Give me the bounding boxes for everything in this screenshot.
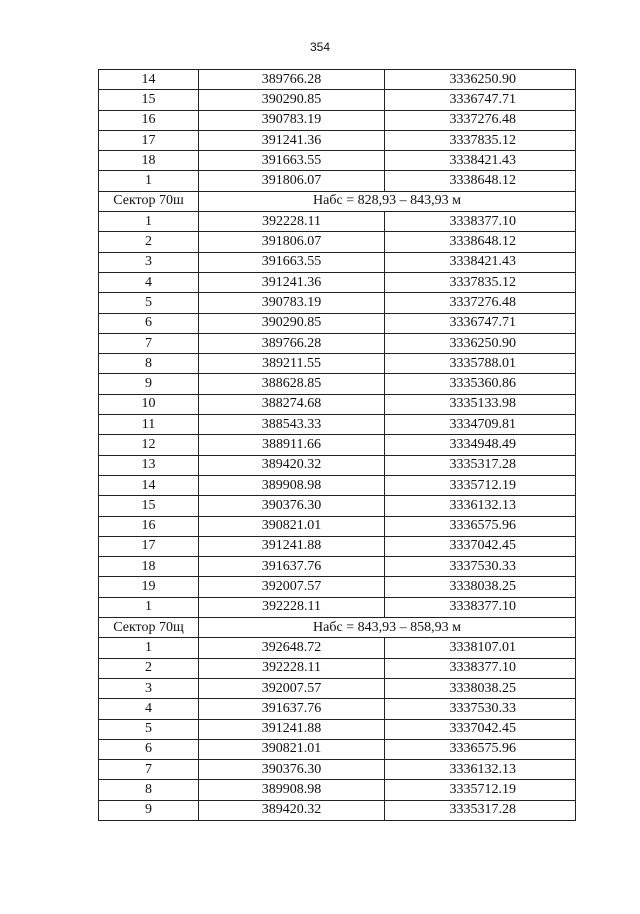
coordinate-y: 3336575.96	[385, 516, 576, 536]
table-row	[99, 739, 576, 759]
coordinate-x: 391241.88	[199, 719, 385, 739]
coordinates-table	[98, 69, 576, 821]
sector-header-row	[99, 618, 576, 638]
coordinate-y: 3336132.13	[385, 760, 576, 780]
coordinate-x: 391241.88	[199, 536, 385, 556]
table-row	[99, 780, 576, 800]
point-number: 2	[99, 658, 199, 678]
point-number: 18	[99, 151, 199, 171]
coordinate-x: 389420.32	[199, 455, 385, 475]
coordinate-x: 390290.85	[199, 313, 385, 333]
coordinate-y: 3337835.12	[385, 272, 576, 292]
coordinate-x: 388911.66	[199, 435, 385, 455]
table-row	[99, 293, 576, 313]
point-number: 2	[99, 232, 199, 252]
coordinate-y: 3335360.86	[385, 374, 576, 394]
coordinate-y: 3338038.25	[385, 577, 576, 597]
coordinate-y: 3335317.28	[385, 800, 576, 820]
coordinate-x: 388274.68	[199, 394, 385, 414]
point-number: 17	[99, 130, 199, 150]
coordinate-x: 392228.11	[199, 658, 385, 678]
table-row	[99, 800, 576, 820]
point-number: 3	[99, 678, 199, 698]
coordinate-x: 389420.32	[199, 800, 385, 820]
coordinate-y: 3335133.98	[385, 394, 576, 414]
point-number: 4	[99, 699, 199, 719]
coordinate-y: 3338377.10	[385, 597, 576, 617]
coordinate-y: 3337835.12	[385, 130, 576, 150]
coordinate-y: 3337530.33	[385, 699, 576, 719]
coordinate-x: 391806.07	[199, 232, 385, 252]
table-row	[99, 374, 576, 394]
coordinate-x: 390290.85	[199, 90, 385, 110]
sector-name: Сектор 70ш	[99, 191, 199, 211]
point-number: 3	[99, 252, 199, 272]
coordinate-y: 3337042.45	[385, 536, 576, 556]
table-row	[99, 313, 576, 333]
sector-height-range: Набс = 828,93 – 843,93 м	[199, 191, 576, 211]
coordinate-y: 3336132.13	[385, 496, 576, 516]
coordinate-x: 391806.07	[199, 171, 385, 191]
point-number: 16	[99, 516, 199, 536]
coordinate-x: 390783.19	[199, 110, 385, 130]
table-row	[99, 597, 576, 617]
table-row	[99, 252, 576, 272]
coordinate-y: 3337530.33	[385, 557, 576, 577]
coordinate-x: 390376.30	[199, 760, 385, 780]
coordinate-y: 3337276.48	[385, 293, 576, 313]
coordinate-x: 389211.55	[199, 354, 385, 374]
coordinate-x: 389766.28	[199, 70, 385, 90]
coordinate-x: 389766.28	[199, 333, 385, 353]
coordinate-x: 392007.57	[199, 577, 385, 597]
coordinate-x: 391637.76	[199, 557, 385, 577]
coordinate-x: 390783.19	[199, 293, 385, 313]
point-number: 10	[99, 394, 199, 414]
coordinate-y: 3336250.90	[385, 333, 576, 353]
coordinate-x: 389908.98	[199, 780, 385, 800]
coordinate-x: 390821.01	[199, 739, 385, 759]
coordinate-y: 3336747.71	[385, 90, 576, 110]
point-number: 8	[99, 354, 199, 374]
table-row	[99, 212, 576, 232]
table-row	[99, 272, 576, 292]
table-row	[99, 232, 576, 252]
table-row	[99, 638, 576, 658]
coordinate-y: 3338038.25	[385, 678, 576, 698]
point-number: 12	[99, 435, 199, 455]
coordinate-x: 390821.01	[199, 516, 385, 536]
coordinate-x: 391637.76	[199, 699, 385, 719]
coordinate-y: 3338648.12	[385, 171, 576, 191]
table-row	[99, 130, 576, 150]
coordinate-x: 392007.57	[199, 678, 385, 698]
coordinate-y: 3338107.01	[385, 638, 576, 658]
sector-name: Сектор 70щ	[99, 618, 199, 638]
table-row	[99, 536, 576, 556]
table-row	[99, 475, 576, 495]
table-row	[99, 171, 576, 191]
coordinate-y: 3338648.12	[385, 232, 576, 252]
point-number: 14	[99, 70, 199, 90]
point-number: 7	[99, 333, 199, 353]
point-number: 19	[99, 577, 199, 597]
table-row	[99, 455, 576, 475]
point-number: 9	[99, 374, 199, 394]
point-number: 9	[99, 800, 199, 820]
point-number: 18	[99, 557, 199, 577]
table-row	[99, 719, 576, 739]
coordinate-x: 391241.36	[199, 130, 385, 150]
page-number: 354	[309, 40, 331, 54]
sector-height-range: Набс = 843,93 – 858,93 м	[199, 618, 576, 638]
point-number: 17	[99, 536, 199, 556]
table-row	[99, 516, 576, 536]
coordinate-y: 3334709.81	[385, 415, 576, 435]
coordinate-y: 3335788.01	[385, 354, 576, 374]
coordinate-y: 3337276.48	[385, 110, 576, 130]
table-row	[99, 496, 576, 516]
table-row	[99, 435, 576, 455]
coordinate-x: 389908.98	[199, 475, 385, 495]
point-number: 7	[99, 760, 199, 780]
point-number: 1	[99, 597, 199, 617]
point-number: 5	[99, 293, 199, 313]
point-number: 1	[99, 212, 199, 232]
coordinate-y: 3337042.45	[385, 719, 576, 739]
sector-header-row	[99, 191, 576, 211]
point-number: 6	[99, 313, 199, 333]
table-row	[99, 760, 576, 780]
coordinate-x: 392228.11	[199, 597, 385, 617]
coordinate-y: 3336575.96	[385, 739, 576, 759]
coordinate-x: 392648.72	[199, 638, 385, 658]
coordinate-y: 3336250.90	[385, 70, 576, 90]
table-row	[99, 151, 576, 171]
point-number: 6	[99, 739, 199, 759]
table-row	[99, 354, 576, 374]
point-number: 13	[99, 455, 199, 475]
coordinate-x: 388628.85	[199, 374, 385, 394]
coordinates-table-body	[99, 70, 576, 821]
point-number: 8	[99, 780, 199, 800]
coordinate-y: 3338421.43	[385, 151, 576, 171]
table-row	[99, 678, 576, 698]
table-row	[99, 699, 576, 719]
table-row	[99, 415, 576, 435]
table-row	[99, 557, 576, 577]
coordinate-y: 3336747.71	[385, 313, 576, 333]
point-number: 1	[99, 638, 199, 658]
table-row	[99, 110, 576, 130]
coordinate-y: 3338421.43	[385, 252, 576, 272]
coordinate-x: 391663.55	[199, 151, 385, 171]
coordinate-y: 3335317.28	[385, 455, 576, 475]
point-number: 14	[99, 475, 199, 495]
coordinate-y: 3338377.10	[385, 658, 576, 678]
table-row	[99, 90, 576, 110]
table-row	[99, 577, 576, 597]
table-row	[99, 394, 576, 414]
coordinate-y: 3334948.49	[385, 435, 576, 455]
table-row	[99, 70, 576, 90]
coordinate-y: 3335712.19	[385, 780, 576, 800]
point-number: 11	[99, 415, 199, 435]
point-number: 15	[99, 496, 199, 516]
coordinate-x: 390376.30	[199, 496, 385, 516]
table-row	[99, 658, 576, 678]
coordinate-x: 392228.11	[199, 212, 385, 232]
point-number: 1	[99, 171, 199, 191]
point-number: 4	[99, 272, 199, 292]
point-number: 15	[99, 90, 199, 110]
coordinate-y: 3338377.10	[385, 212, 576, 232]
coordinate-y: 3335712.19	[385, 475, 576, 495]
coordinate-x: 391663.55	[199, 252, 385, 272]
coordinate-x: 391241.36	[199, 272, 385, 292]
coordinate-x: 388543.33	[199, 415, 385, 435]
point-number: 16	[99, 110, 199, 130]
point-number: 5	[99, 719, 199, 739]
table-row	[99, 333, 576, 353]
